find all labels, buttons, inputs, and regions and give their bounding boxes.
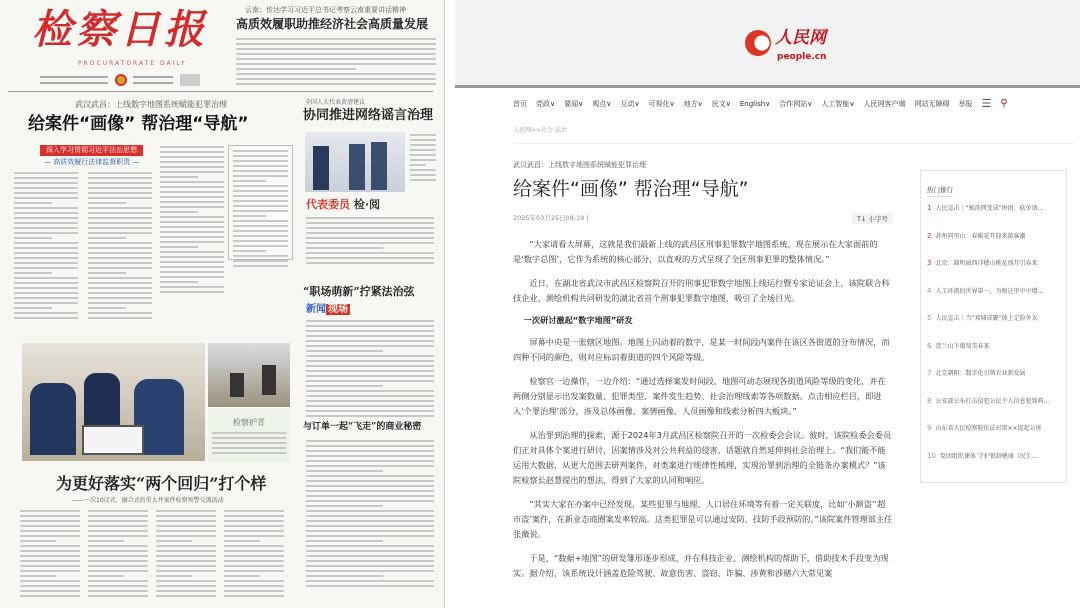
newspaper-front-page xyxy=(0,0,445,608)
hot-ranking-link[interactable]: 人民直击｜当“双城成聚”披上定险外衣 xyxy=(935,315,1038,322)
caption-label: 代表委员 xyxy=(306,198,350,211)
hot-ranking-link[interactable]: 人工环流的世界第一，为啥这里中中增... xyxy=(935,287,1044,295)
delegates-photo xyxy=(305,132,405,192)
article-title: 给案件“画像” 帮治理“导航” xyxy=(513,178,749,200)
right-kicker: 全国人大代表黄清建议 xyxy=(305,99,366,106)
hot-ranking-item[interactable] xyxy=(927,451,1060,479)
rank-number: 4 xyxy=(927,286,932,295)
hot-ranking-title: 热门排行 xyxy=(927,185,953,197)
people-cn-webpage xyxy=(455,0,1080,608)
nav-item[interactable]: 人民网客户端 xyxy=(863,99,906,108)
nav-item[interactable]: 民文∨ xyxy=(711,99,731,108)
qr-code-icon xyxy=(180,74,200,86)
article-kicker: 武汉武昌：上线数字地图系统赋能犯罪治理 xyxy=(513,161,646,169)
blue-subline: — 高质效履行法律监督职责 — xyxy=(44,158,140,166)
newspaper-masthead: 检察日报 xyxy=(32,6,208,53)
article-paragraph: “其实大家在办案中已经发现，某些犯罪与地理、人口居住环境等有着一定关联度，比如‘小额盗’‘超市盗’案件，在新业态商圈案发率较高。这类犯罪是可以通过安防、技防手段预防的。”该院案件管理部主任张薇说。 xyxy=(513,499,893,539)
hot-ranking-link[interactable]: 北京：圆明园西洋楼山桃花盛开引春来 xyxy=(935,260,1038,267)
hot-ranking-item[interactable] xyxy=(927,368,1060,396)
newspaper-body-text xyxy=(306,320,434,420)
photo2-caption: 检察护青 xyxy=(233,418,265,427)
caption-label-2: 检·阅 xyxy=(353,198,381,211)
nav-item[interactable]: 网站无障碍 xyxy=(914,99,950,108)
story2-headline: “职场萌新”拧紧法治弦 xyxy=(303,285,415,298)
top-headline: 高质效履职助推经济社会高质量发展 xyxy=(236,17,429,31)
right-headline: 协同推进网络谣言治理 xyxy=(303,108,434,123)
article-paragraph: 从治罪到治理的探索，源于2024年3月武昌区检察院召开的一次检委会会议。彼时，该院检委会委员们正对具体个案进行研讨，因案情涉及对公共利益的侵害，话题就自然延伸到社会治理上。“我们能不能运用大数据，从更大范围去研判案件，对类案进行规律性梳理，实现治罪到治理的全链条办案模式？”该院检察长赵慧提出的想法，得到了大家的认同和响应。 xyxy=(513,430,892,485)
newspaper-body-text xyxy=(224,510,284,600)
red-banner: 深入学习贯彻习近平法治思想 xyxy=(40,145,143,156)
article-paragraph: 近日，在湖北省武汉市武昌区检察院召开的刑事犯罪数字地图上线运行暨专家论证会上，该院联合科技企业、测绘机构共同研发的湖北省首个刑事犯罪数字地图，吸引了全场目光。 xyxy=(513,278,890,303)
hot-ranking-link[interactable]: 北京朝阳：数字化引领农业新发展 xyxy=(935,370,1026,377)
hot-ranking-link[interactable]: 人民直击｜“秘洗网变成”拼团、砍单诱... xyxy=(935,205,1044,212)
bottom-subheadline: ——一次10议式、融合式的重大并案件检察预警交流活动 xyxy=(72,497,224,504)
hot-ranking-link[interactable]: 苏州同里山：春暖花开迎来游客潮 xyxy=(935,232,1026,240)
main-kicker: 武汉武昌：上线数字地图系统赋能犯罪治理 xyxy=(75,100,227,109)
nav-item[interactable]: 党政∨ xyxy=(536,99,556,108)
masthead-english: PROCURATORATE DAILY xyxy=(78,60,187,67)
nav-item[interactable]: 地方∨ xyxy=(683,99,703,108)
newspaper-body-text xyxy=(306,440,434,590)
newspaper-body-text xyxy=(233,150,288,267)
nav-item[interactable]: 首页 xyxy=(513,99,527,108)
nav-item[interactable]: English∨ xyxy=(739,99,771,108)
rank-number: 2 xyxy=(927,231,932,240)
main-nav xyxy=(513,97,1008,110)
story3-headline: 与订单一起“飞走”的商业秘密 xyxy=(303,422,422,432)
scene-tag: 现场 xyxy=(328,304,348,315)
newspaper-body-text xyxy=(156,510,216,600)
rank-number: 7 xyxy=(927,369,932,377)
rank-number: 5 xyxy=(927,314,932,322)
hot-ranking-link[interactable]: 山东省人民检察院依法对雷××提起公诉 xyxy=(935,425,1042,432)
breadcrumb[interactable]: 人民网>>社会·法治 xyxy=(513,127,567,134)
article-subheading: 一次研讨激起“数字地图”研发 xyxy=(523,315,633,325)
nav-item[interactable]: 观点∨ xyxy=(592,99,612,108)
nav-item[interactable]: 举报 xyxy=(958,99,973,108)
rank-number: 1 xyxy=(927,204,932,212)
article-paragraph: 于是，“数据+地图”的研发雏形逐步形成，并在科技企业、测绘机构的帮助下，借助技术手段变为现实。据介绍，该系统设计涵盖危险驾驶、故意伤害、盗窃、诈骗、涉黄和涉赌六大常见案 xyxy=(513,553,889,578)
newspaper-body-text xyxy=(236,38,436,88)
rank-number: 3 xyxy=(927,259,932,267)
newspaper-body-text xyxy=(88,510,148,600)
hot-ranking-item[interactable] xyxy=(927,258,1060,286)
hot-ranking-panel xyxy=(920,170,1067,483)
news-tag: 新闻 xyxy=(306,304,326,315)
newspaper-body-text xyxy=(160,146,224,296)
bottom-headline: 为更好落实“两个回归”打个样 xyxy=(56,474,267,493)
article xyxy=(513,160,893,581)
hot-ranking-item[interactable] xyxy=(927,231,1060,259)
field-work-photo xyxy=(208,343,290,407)
nav-item[interactable]: 可视化∨ xyxy=(648,99,675,108)
site-logo-text[interactable]: 人民网 xyxy=(775,28,826,48)
menu-icon[interactable]: ☰ xyxy=(981,97,992,110)
newspaper-body-text xyxy=(212,432,286,454)
hot-ranking-item[interactable] xyxy=(927,396,1060,424)
hot-ranking-item[interactable] xyxy=(927,313,1060,341)
national-emblem-icon xyxy=(115,74,127,86)
article-date: 2025年03月25日08:19 | xyxy=(513,214,589,222)
search-icon[interactable]: ⚲ xyxy=(1000,98,1008,109)
article-paragraph: 检察官一边操作，一边介绍：“通过选择案发时间段，地图可动态展现各街道风险等级的变化，并在两侧分别显示出发案数量、犯罪类型、案件发生趋势、社会治理线索等各项数据。点击相应栏目，即进入‘个罪治理’部分，涉及总体画像、案情画像、人员画像和线索分析四大板块。” xyxy=(513,376,886,416)
newspaper-body-text xyxy=(14,172,78,322)
newspaper-body-text xyxy=(20,510,80,600)
prosecutors-field-photo xyxy=(22,343,205,461)
rank-number: 9 xyxy=(927,424,932,432)
hot-ranking-item[interactable] xyxy=(927,423,1060,451)
hot-ranking-item[interactable] xyxy=(927,341,1060,369)
nav-item[interactable]: 合作网站∨ xyxy=(779,99,813,108)
newspaper-body-text xyxy=(306,217,434,267)
hot-ranking-link[interactable]: 党团组织课体 守护银龄健康（民生... xyxy=(939,452,1038,460)
font-size-button[interactable]: T↓ 小字号 xyxy=(852,213,893,224)
hot-ranking-item[interactable] xyxy=(927,286,1060,314)
article-paragraph: “大家请看大屏幕，这就是我们最新上线的武昌区刑事犯罪数字地图系统。现在展示在大家面前的是‘数字总图’，它作为系统的核心部分，以直观的方式呈现了全区刑事犯罪的整体情况。” xyxy=(513,239,878,264)
newspaper-body-text xyxy=(410,134,436,184)
hot-ranking-item[interactable] xyxy=(927,203,1060,231)
nav-item[interactable]: 人工智能∨ xyxy=(821,99,855,108)
newspaper-body-text xyxy=(88,172,152,322)
rank-number: 8 xyxy=(927,396,932,405)
hot-ranking-link[interactable]: 贺兰山下葡萄美春来 xyxy=(935,342,990,350)
people-logo-icon[interactable] xyxy=(745,30,771,56)
rank-number: 10 xyxy=(927,451,936,460)
hot-ranking-link[interactable]: 公安部公布打击侵犯公民个人信息犯罪典... xyxy=(935,397,1050,405)
top-kicker: 云南：传达学习习近平总书记考察云南重要讲话精神 xyxy=(245,6,406,14)
article-paragraph: 屏幕中央是一张辖区地图。地图上闪动着的数字，是某一时间段内案件在该区各街道的分布情况，而四种不同的颜色，则对应标识着街道的四个风险等级。 xyxy=(513,337,890,362)
site-logo-url: people.cn xyxy=(777,52,827,62)
rank-number: 6 xyxy=(927,341,932,350)
nav-item[interactable]: 互动∨ xyxy=(620,99,640,108)
main-headline: 给案件“画像” 帮治理“导航” xyxy=(28,114,249,134)
nav-item[interactable]: 要闻∨ xyxy=(564,99,584,108)
